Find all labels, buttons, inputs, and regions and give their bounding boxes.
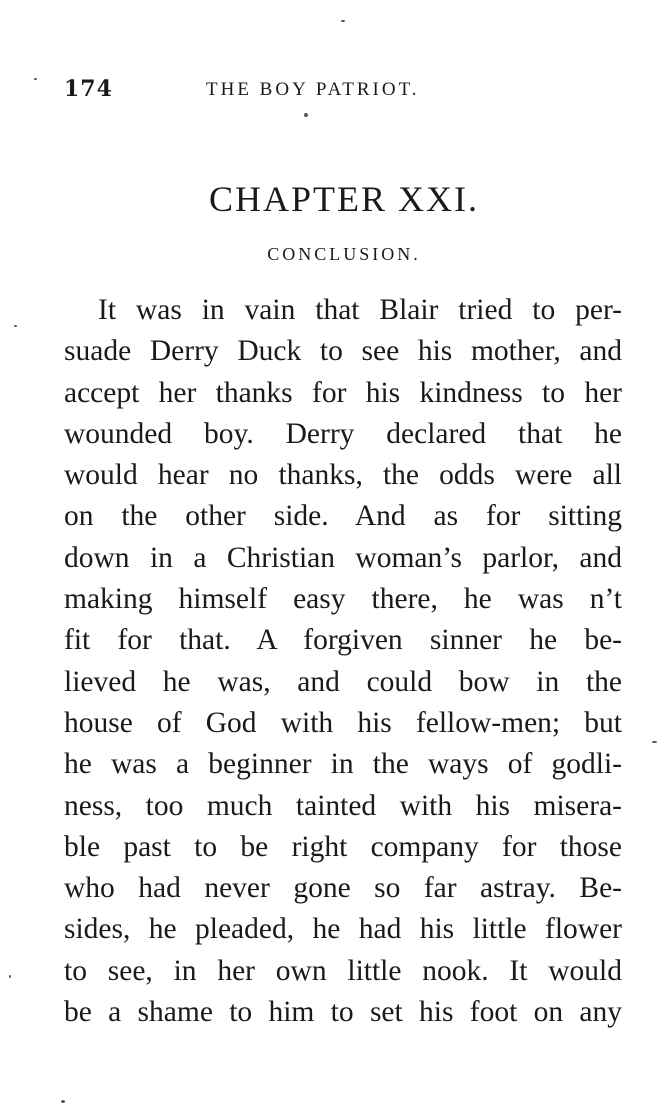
chapter-subtitle: CONCLUSION. xyxy=(267,244,421,264)
chapter-title: CHAPTER XXI. xyxy=(208,179,479,219)
text-line: who had never gone so far astray. Be- xyxy=(64,872,622,905)
scan-speck xyxy=(341,20,345,22)
text-line: on the other side. And as for sitting xyxy=(64,500,622,533)
text-line: making himself easy there, he was n’t xyxy=(64,583,622,616)
text-line: ness, too much tainted with his misera- xyxy=(64,789,622,822)
text-line: sides, he pleaded, he had his little flower xyxy=(64,913,622,946)
text-line: lieved he was, and could bow in the xyxy=(64,665,622,698)
text-line: would hear no thanks, the odds were all xyxy=(64,459,622,492)
page-number: 174 xyxy=(64,76,113,102)
text-line: suade Derry Duck to see his mother, and xyxy=(64,335,622,368)
text-line: down in a Christian woman’s parlor, and xyxy=(64,541,622,574)
scan-speck xyxy=(61,1100,65,1103)
scan-speck xyxy=(9,975,11,978)
text-line: he was a beginner in the ways of godli- xyxy=(64,748,622,781)
scan-speck xyxy=(34,78,37,80)
text-line: wounded boy. Derry declared that he xyxy=(64,417,622,450)
text-line: be a shame to him to set his foot on any xyxy=(64,996,622,1029)
scan-speck xyxy=(14,325,17,327)
text-line: fit for that. A forgiven sinner he be- xyxy=(64,624,622,657)
running-title: THE BOY PATRIOT. xyxy=(206,79,420,100)
text-line: house of God with his fellow-men; but xyxy=(64,706,622,739)
text-line: ble past to be right company for those xyxy=(64,830,622,863)
text-line: It was in vain that Blair tried to per- xyxy=(98,294,622,326)
running-head xyxy=(64,76,620,106)
body-text xyxy=(64,290,622,1033)
scan-speck xyxy=(304,113,308,117)
text-line: to see, in her own little nook. It would xyxy=(64,954,622,987)
scan-speck xyxy=(652,741,657,743)
text-line: accept her thanks for his kindness to her xyxy=(64,376,622,409)
